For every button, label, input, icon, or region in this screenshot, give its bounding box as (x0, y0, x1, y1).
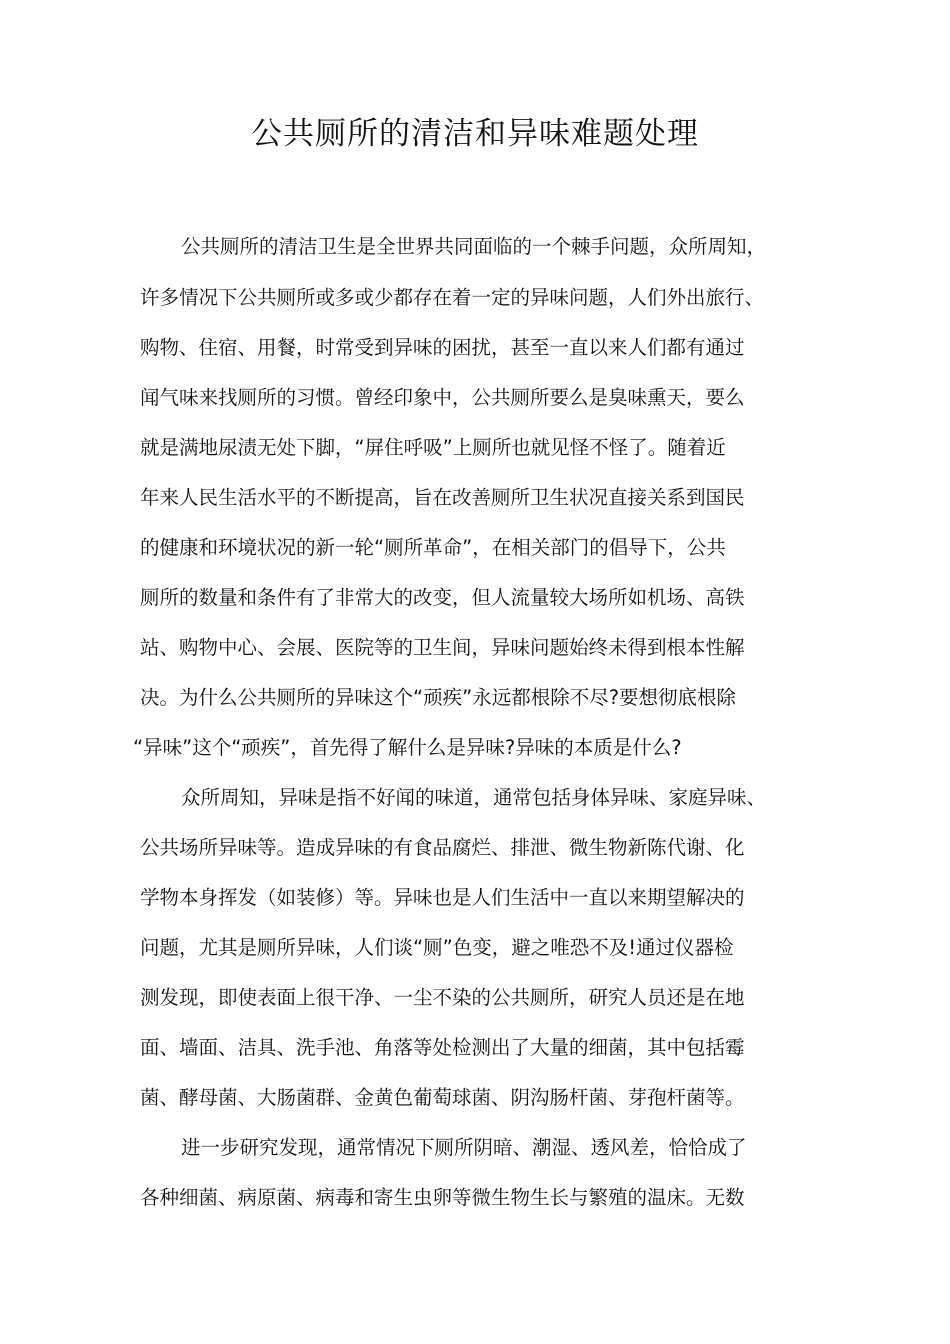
paragraph-line: 众所周知，异味是指不好闻的味道，通常包括身体异味、家庭异味、 (181, 786, 767, 809)
paragraph-line: 闻气味来找厕所的习惯。曾经印象中，公共厕所要么是臭味熏天，要么 (140, 386, 745, 409)
paragraph-line: 年来人民生活水平的不断提高，旨在改善厕所卫生状况直接关系到国民 (140, 486, 745, 509)
paragraph-line: 就是满地尿渍无处下脚，“屏住呼吸”上厕所也就见怪不怪了。随着近 (140, 436, 726, 459)
paragraph-line: 测发现，即使表面上很干净、一尘不染的公共厕所，研究人员还是在地 (140, 986, 745, 1009)
paragraph-line: 厕所的数量和条件有了非常大的改变，但人流量较大场所如机场、高铁 (140, 586, 745, 609)
paragraph-line: 进一步研究发现，通常情况下厕所阴暗、潮湿、透风差，恰恰成了 (181, 1136, 747, 1159)
paragraph-line: 菌、酵母菌、大肠菌群、金黄色葡萄球菌、阴沟肠杆菌、芽孢杆菌等。 (140, 1086, 745, 1109)
paragraph-line: 问题，尤其是厕所异味，人们谈“厕”色变，避之唯恐不及!通过仪器检 (140, 936, 734, 959)
paragraph-line: 许多情况下公共厕所或多或少都存在着一定的异味问题，人们外出旅行、 (140, 286, 765, 309)
page-title: 公共厕所的清洁和异味难题处理 (251, 116, 699, 152)
paragraph-line: 决。为什么公共厕所的异味这个“顽疾”永远都根除不尽?要想彻底根除 (140, 686, 737, 709)
paragraph-line: 各种细菌、病原菌、病毒和寄生虫卵等微生物生长与繁殖的温床。无数 (140, 1186, 745, 1209)
paragraph-line: 公共场所异味等。造成异味的有食品腐烂、排泄、微生物新陈代谢、化 (140, 836, 745, 859)
paragraph-line: 公共厕所的清洁卫生是全世界共同面临的一个棘手问题，众所周知， (181, 235, 767, 258)
paragraph-line: 学物本身挥发（如装修）等。异味也是人们生活中一直以来期望解决的 (140, 886, 745, 909)
paragraph-line: 的健康和环境状况的新一轮“厕所革命”，在相关部门的倡导下，公共 (140, 536, 726, 559)
paragraph-line: “异味”这个“顽疾”，首先得了解什么是异味?异味的本质是什么? (133, 736, 682, 759)
paragraph-line: 面、墙面、洁具、洗手池、角落等处检测出了大量的细菌，其中包括霉 (140, 1036, 745, 1059)
paragraph-line: 站、购物中心、会展、医院等的卫生间，异味问题始终未得到根本性解 (140, 636, 745, 659)
paragraph-line: 购物、住宿、用餐，时常受到异味的困扰，甚至一直以来人们都有通过 (140, 336, 745, 359)
